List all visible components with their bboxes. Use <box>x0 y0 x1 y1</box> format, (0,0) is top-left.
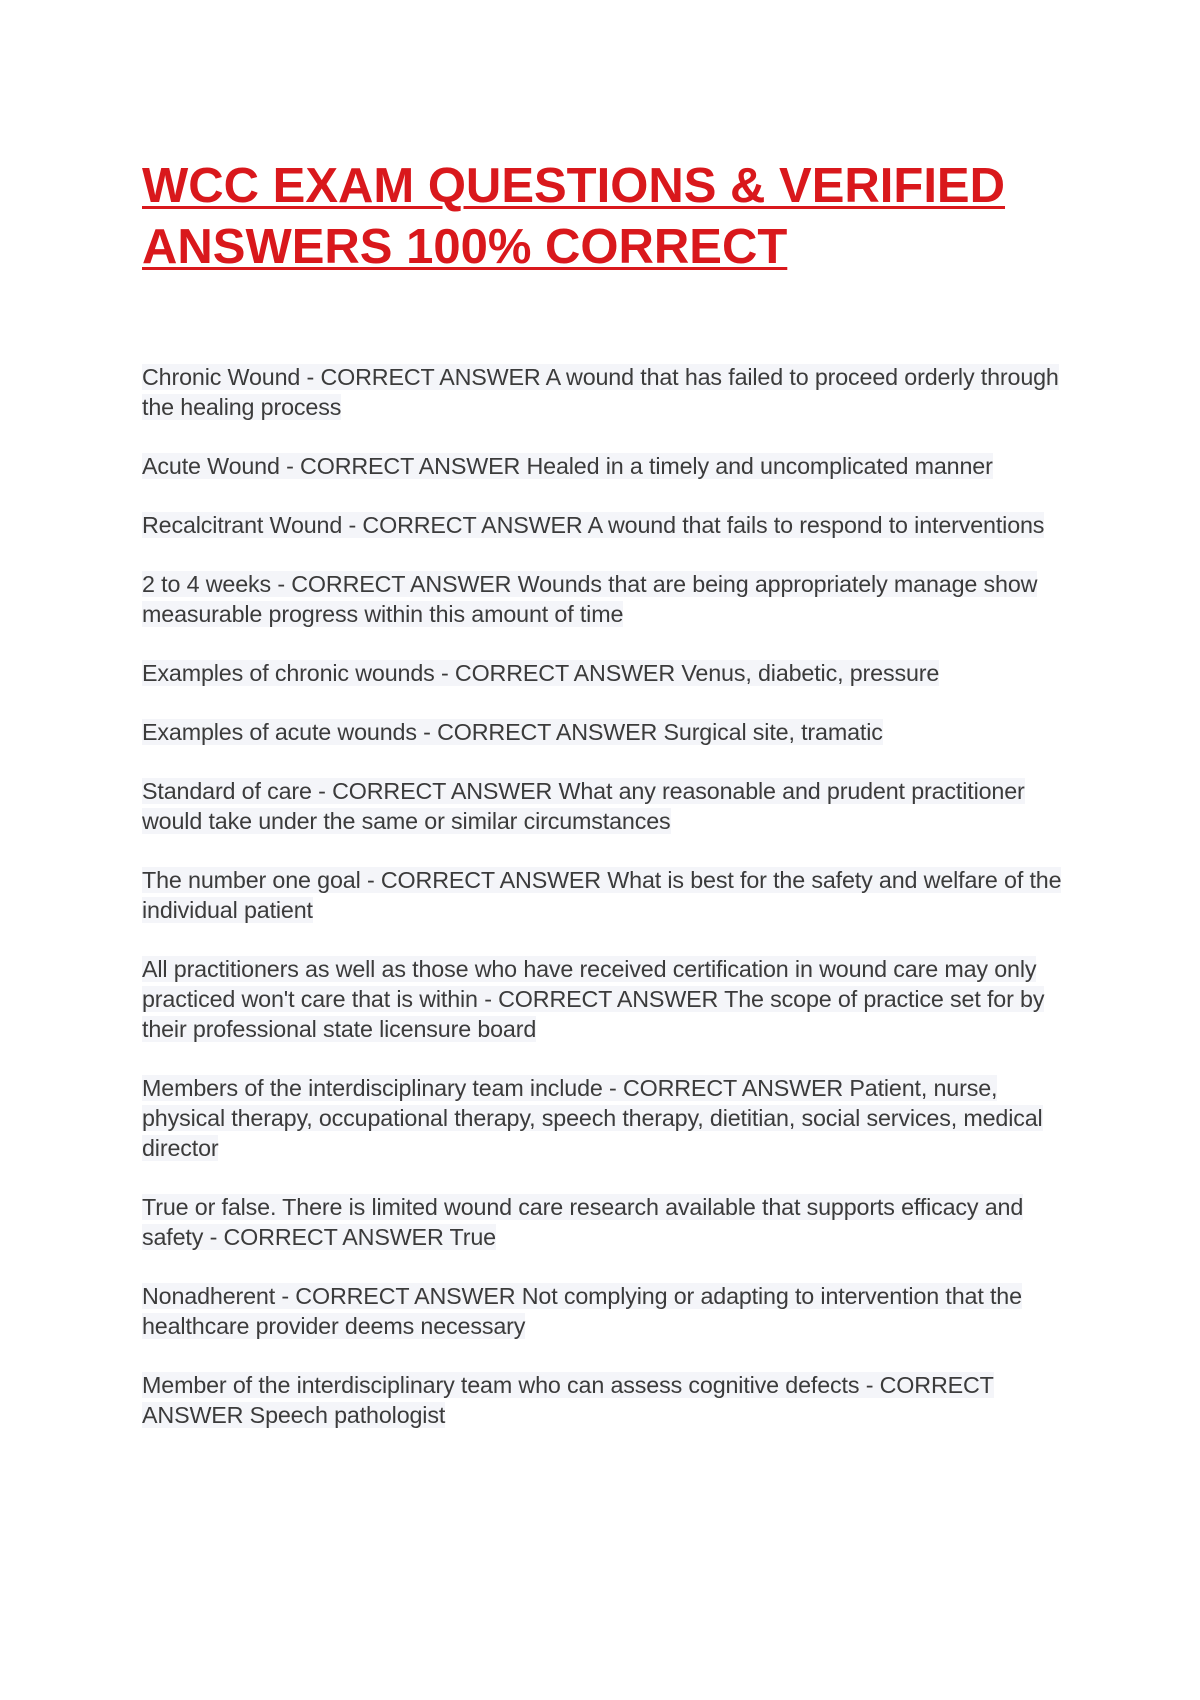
qa-entry-cognitive-defects <box>142 1370 1072 1430</box>
qa-text: Members of the interdisciplinary team include - CORRECT ANSWER Patient, nurse, physical therapy, occupational therapy, speech therapy, dietitian, social services, medical director <box>142 1075 1043 1161</box>
qa-text: Standard of care - CORRECT ANSWER What any reasonable and prudent practitioner would take under the same or similar circumstances <box>142 778 1025 834</box>
qa-entry-acute-wound <box>142 451 1072 481</box>
qa-entry-2-to-4-weeks <box>142 569 1072 629</box>
qa-text: All practitioners as well as those who have received certification in wound care may only practiced won't care that is within - CORRECT ANSWER The scope of practice set for by their professional state licensure board <box>142 956 1045 1042</box>
qa-list <box>142 362 1072 1459</box>
qa-text: The number one goal - CORRECT ANSWER What is best for the safety and welfare of the individual patient <box>142 867 1062 923</box>
qa-entry-recalcitrant-wound <box>142 510 1072 540</box>
qa-text: Member of the interdisciplinary team who can assess cognitive defects - CORRECT ANSWER Speech pathologist <box>142 1372 994 1428</box>
qa-entry-interdisciplinary-team <box>142 1073 1072 1163</box>
qa-entry-standard-of-care <box>142 776 1072 836</box>
qa-entry-chronic-wound <box>142 362 1072 422</box>
qa-entry-nonadherent <box>142 1281 1072 1341</box>
qa-text: True or false. There is limited wound care research available that supports efficacy and safety - CORRECT ANSWER True <box>142 1194 1024 1250</box>
page-title-line-1: WCC EXAM QUESTIONS & VERIFIED <box>142 159 1006 213</box>
qa-entry-scope-of-practice <box>142 954 1072 1044</box>
qa-text: 2 to 4 weeks - CORRECT ANSWER Wounds that are being appropriately manage show measurable progress within this amount of time <box>142 571 1038 627</box>
qa-entry-number-one-goal <box>142 865 1072 925</box>
qa-text: Examples of acute wounds - CORRECT ANSWER Surgical site, tramatic <box>142 719 883 745</box>
qa-text: Examples of chronic wounds - CORRECT ANSWER Venus, diabetic, pressure <box>142 660 940 686</box>
qa-entry-chronic-examples <box>142 658 1072 688</box>
qa-text: Nonadherent - CORRECT ANSWER Not complying or adapting to intervention that the healthcare provider deems necessary <box>142 1283 1022 1339</box>
page-title-line-2: ANSWERS 100% CORRECT <box>142 220 788 274</box>
qa-entry-true-or-false <box>142 1192 1072 1252</box>
qa-text: Acute Wound - CORRECT ANSWER Healed in a timely and uncomplicated manner <box>142 453 993 479</box>
page-title <box>142 156 1042 278</box>
qa-entry-acute-examples <box>142 717 1072 747</box>
qa-text: Chronic Wound - CORRECT ANSWER A wound that has failed to proceed orderly through the healing process <box>142 364 1059 420</box>
qa-text: Recalcitrant Wound - CORRECT ANSWER A wound that fails to respond to interventions <box>142 512 1045 538</box>
